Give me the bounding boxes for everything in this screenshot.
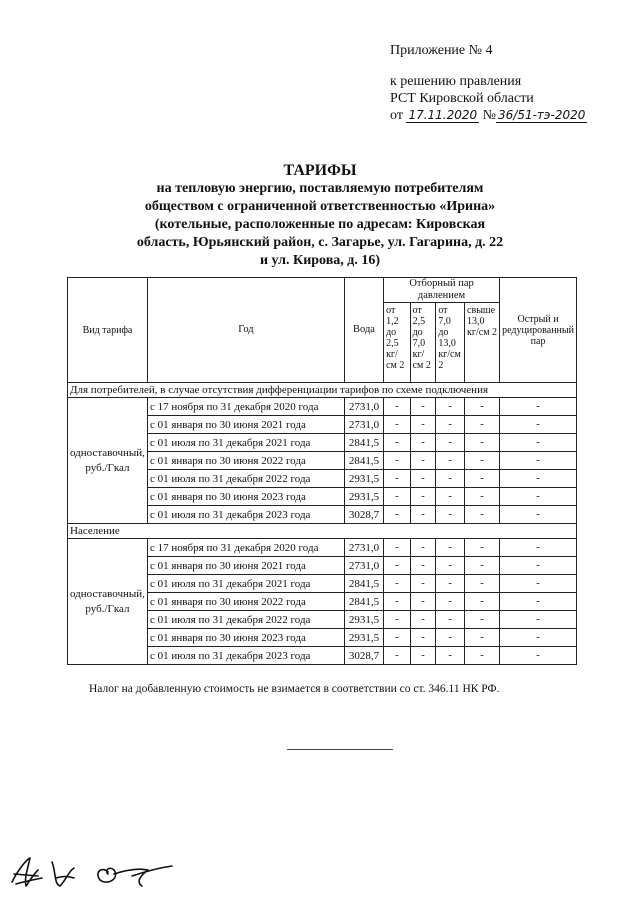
water-value: 2731,0 xyxy=(344,416,383,434)
dash-cell: - xyxy=(500,647,577,665)
divider-line xyxy=(287,749,393,750)
header-pressure-3: от 7,0 до 13,0 кг/см 2 xyxy=(436,303,465,383)
section-general xyxy=(68,383,577,524)
dash-cell: - xyxy=(465,470,500,488)
dash-cell: - xyxy=(410,539,436,557)
period-cell: с 01 января по 30 июня 2022 года xyxy=(147,452,344,470)
water-value: 2931,5 xyxy=(344,470,383,488)
dash-cell: - xyxy=(384,470,411,488)
dash-cell: - xyxy=(410,470,436,488)
dash-cell: - xyxy=(410,398,436,416)
title-line: область, Юрьянский район, с. Загарье, ул. Гагарина, д. 22 xyxy=(136,235,504,250)
number-prefix: № xyxy=(482,108,497,123)
header-pressure-4: свыше 13,0 кг/см 2 xyxy=(465,303,500,383)
document-title xyxy=(100,162,540,270)
title-line: и ул. Кирова, д. 16) xyxy=(259,253,381,268)
title-line: обществом с ограниченной ответственностью «Ирина» xyxy=(144,199,496,214)
table-row xyxy=(68,539,577,557)
dash-cell: - xyxy=(384,593,411,611)
dash-cell: - xyxy=(465,557,500,575)
dash-cell: - xyxy=(465,506,500,524)
water-value: 2731,0 xyxy=(344,539,383,557)
dash-cell: - xyxy=(410,593,436,611)
dash-cell: - xyxy=(384,488,411,506)
water-value: 2731,0 xyxy=(344,557,383,575)
header-water: Вода xyxy=(344,278,383,383)
water-value: 2931,5 xyxy=(344,611,383,629)
section-title: Население xyxy=(68,524,577,539)
water-value: 2841,5 xyxy=(344,593,383,611)
period-cell: с 01 января по 30 июня 2021 года xyxy=(147,416,344,434)
title-line: (котельные, расположенные по адресам: Кировская xyxy=(154,217,486,232)
period-cell: с 01 июля по 31 декабря 2023 года xyxy=(147,647,344,665)
period-cell: с 01 января по 30 июня 2021 года xyxy=(147,557,344,575)
tariff-type-cell: одноставочный, руб./Гкал xyxy=(68,539,148,665)
period-cell: с 01 января по 30 июня 2023 года xyxy=(147,488,344,506)
header-selected-steam: Отборный пар давлением xyxy=(384,278,500,303)
title-line: на тепловую энергию, поставляемую потребителям xyxy=(156,181,484,196)
dash-cell: - xyxy=(500,416,577,434)
period-cell: с 01 января по 30 июня 2023 года xyxy=(147,629,344,647)
dash-cell: - xyxy=(436,629,465,647)
dash-cell: - xyxy=(465,416,500,434)
dash-cell: - xyxy=(500,506,577,524)
period-cell: с 17 ноября по 31 декабря 2020 года xyxy=(147,398,344,416)
decision-line: к решению правления xyxy=(390,74,522,89)
dash-cell: - xyxy=(500,611,577,629)
dash-cell: - xyxy=(384,575,411,593)
header-sharp-steam: Острый и редуцированный пар xyxy=(500,278,577,383)
dash-cell: - xyxy=(384,647,411,665)
period-cell: с 01 июля по 31 декабря 2022 года xyxy=(147,470,344,488)
dash-cell: - xyxy=(384,506,411,524)
dash-cell: - xyxy=(436,611,465,629)
dash-cell: - xyxy=(465,539,500,557)
dash-cell: - xyxy=(384,398,411,416)
dash-cell: - xyxy=(465,434,500,452)
dash-cell: - xyxy=(500,629,577,647)
dash-cell: - xyxy=(410,416,436,434)
dash-cell: - xyxy=(436,488,465,506)
period-cell: с 01 января по 30 июня 2022 года xyxy=(147,593,344,611)
dash-cell: - xyxy=(410,557,436,575)
dash-cell: - xyxy=(436,557,465,575)
dash-cell: - xyxy=(384,629,411,647)
dash-cell: - xyxy=(410,488,436,506)
dash-cell: - xyxy=(465,575,500,593)
dash-cell: - xyxy=(436,434,465,452)
date-prefix: от xyxy=(390,108,403,123)
dash-cell: - xyxy=(465,593,500,611)
period-cell: с 01 июля по 31 декабря 2021 года xyxy=(147,434,344,452)
section-population xyxy=(68,524,577,665)
dash-cell: - xyxy=(384,557,411,575)
tariff-type-cell: одноставочный, руб./Гкал xyxy=(68,398,148,524)
header-year: Год xyxy=(147,278,344,383)
dash-cell: - xyxy=(465,488,500,506)
dash-cell: - xyxy=(465,629,500,647)
dash-cell: - xyxy=(500,470,577,488)
dash-cell: - xyxy=(500,557,577,575)
date-number-line xyxy=(390,107,587,124)
authority-line: РСТ Кировской области xyxy=(390,91,534,106)
dash-cell: - xyxy=(436,647,465,665)
dash-cell: - xyxy=(436,470,465,488)
dash-cell: - xyxy=(436,539,465,557)
water-value: 2731,0 xyxy=(344,398,383,416)
water-value: 3028,7 xyxy=(344,647,383,665)
period-cell: с 01 июля по 31 декабря 2023 года xyxy=(147,506,344,524)
dash-cell: - xyxy=(384,539,411,557)
water-value: 2931,5 xyxy=(344,629,383,647)
period-cell: с 17 ноября по 31 декабря 2020 года xyxy=(147,539,344,557)
header-pressure-2: от 2,5 до 7,0 кг/см 2 xyxy=(410,303,436,383)
dash-cell: - xyxy=(465,452,500,470)
water-value: 2931,5 xyxy=(344,488,383,506)
table-row xyxy=(68,398,577,416)
dash-cell: - xyxy=(436,398,465,416)
dash-cell: - xyxy=(410,575,436,593)
vat-footnote: Налог на добавленную стоимость не взимается в соответствии со ст. 346.11 НК РФ. xyxy=(89,683,500,695)
header-pressure-1: от 1,2 до 2,5 кг/см 2 xyxy=(384,303,411,383)
title-main: ТАРИФЫ xyxy=(283,162,357,179)
dash-cell: - xyxy=(436,506,465,524)
dash-cell: - xyxy=(410,647,436,665)
period-cell: с 01 июля по 31 декабря 2022 года xyxy=(147,611,344,629)
tariff-table xyxy=(67,277,577,665)
dash-cell: - xyxy=(410,434,436,452)
water-value: 2841,5 xyxy=(344,452,383,470)
water-value: 2841,5 xyxy=(344,575,383,593)
dash-cell: - xyxy=(465,647,500,665)
dash-cell: - xyxy=(436,416,465,434)
dash-cell: - xyxy=(500,575,577,593)
dash-cell: - xyxy=(384,416,411,434)
handwritten-date: 17.11.2020 xyxy=(408,108,478,122)
dash-cell: - xyxy=(500,452,577,470)
dash-cell: - xyxy=(436,593,465,611)
period-cell: с 01 июля по 31 декабря 2021 года xyxy=(147,575,344,593)
dash-cell: - xyxy=(500,434,577,452)
water-value: 2841,5 xyxy=(344,434,383,452)
header-tariff-type: Вид тарифа xyxy=(68,278,148,383)
appendix-number: Приложение № 4 xyxy=(390,43,493,58)
section-title: Для потребителей, в случае отсутствия дифференциации тарифов по схеме подключения xyxy=(68,383,577,398)
dash-cell: - xyxy=(465,398,500,416)
appendix-header xyxy=(390,42,587,124)
water-value: 3028,7 xyxy=(344,506,383,524)
handwritten-number: 36/51-тэ-2020 xyxy=(498,108,586,122)
dash-cell: - xyxy=(384,434,411,452)
dash-cell: - xyxy=(410,452,436,470)
dash-cell: - xyxy=(436,575,465,593)
dash-cell: - xyxy=(410,629,436,647)
dash-cell: - xyxy=(384,611,411,629)
dash-cell: - xyxy=(410,506,436,524)
dash-cell: - xyxy=(500,398,577,416)
dash-cell: - xyxy=(465,611,500,629)
dash-cell: - xyxy=(436,452,465,470)
handwritten-signature xyxy=(8,850,178,900)
dash-cell: - xyxy=(500,593,577,611)
dash-cell: - xyxy=(500,488,577,506)
dash-cell: - xyxy=(384,452,411,470)
dash-cell: - xyxy=(410,611,436,629)
dash-cell: - xyxy=(500,539,577,557)
